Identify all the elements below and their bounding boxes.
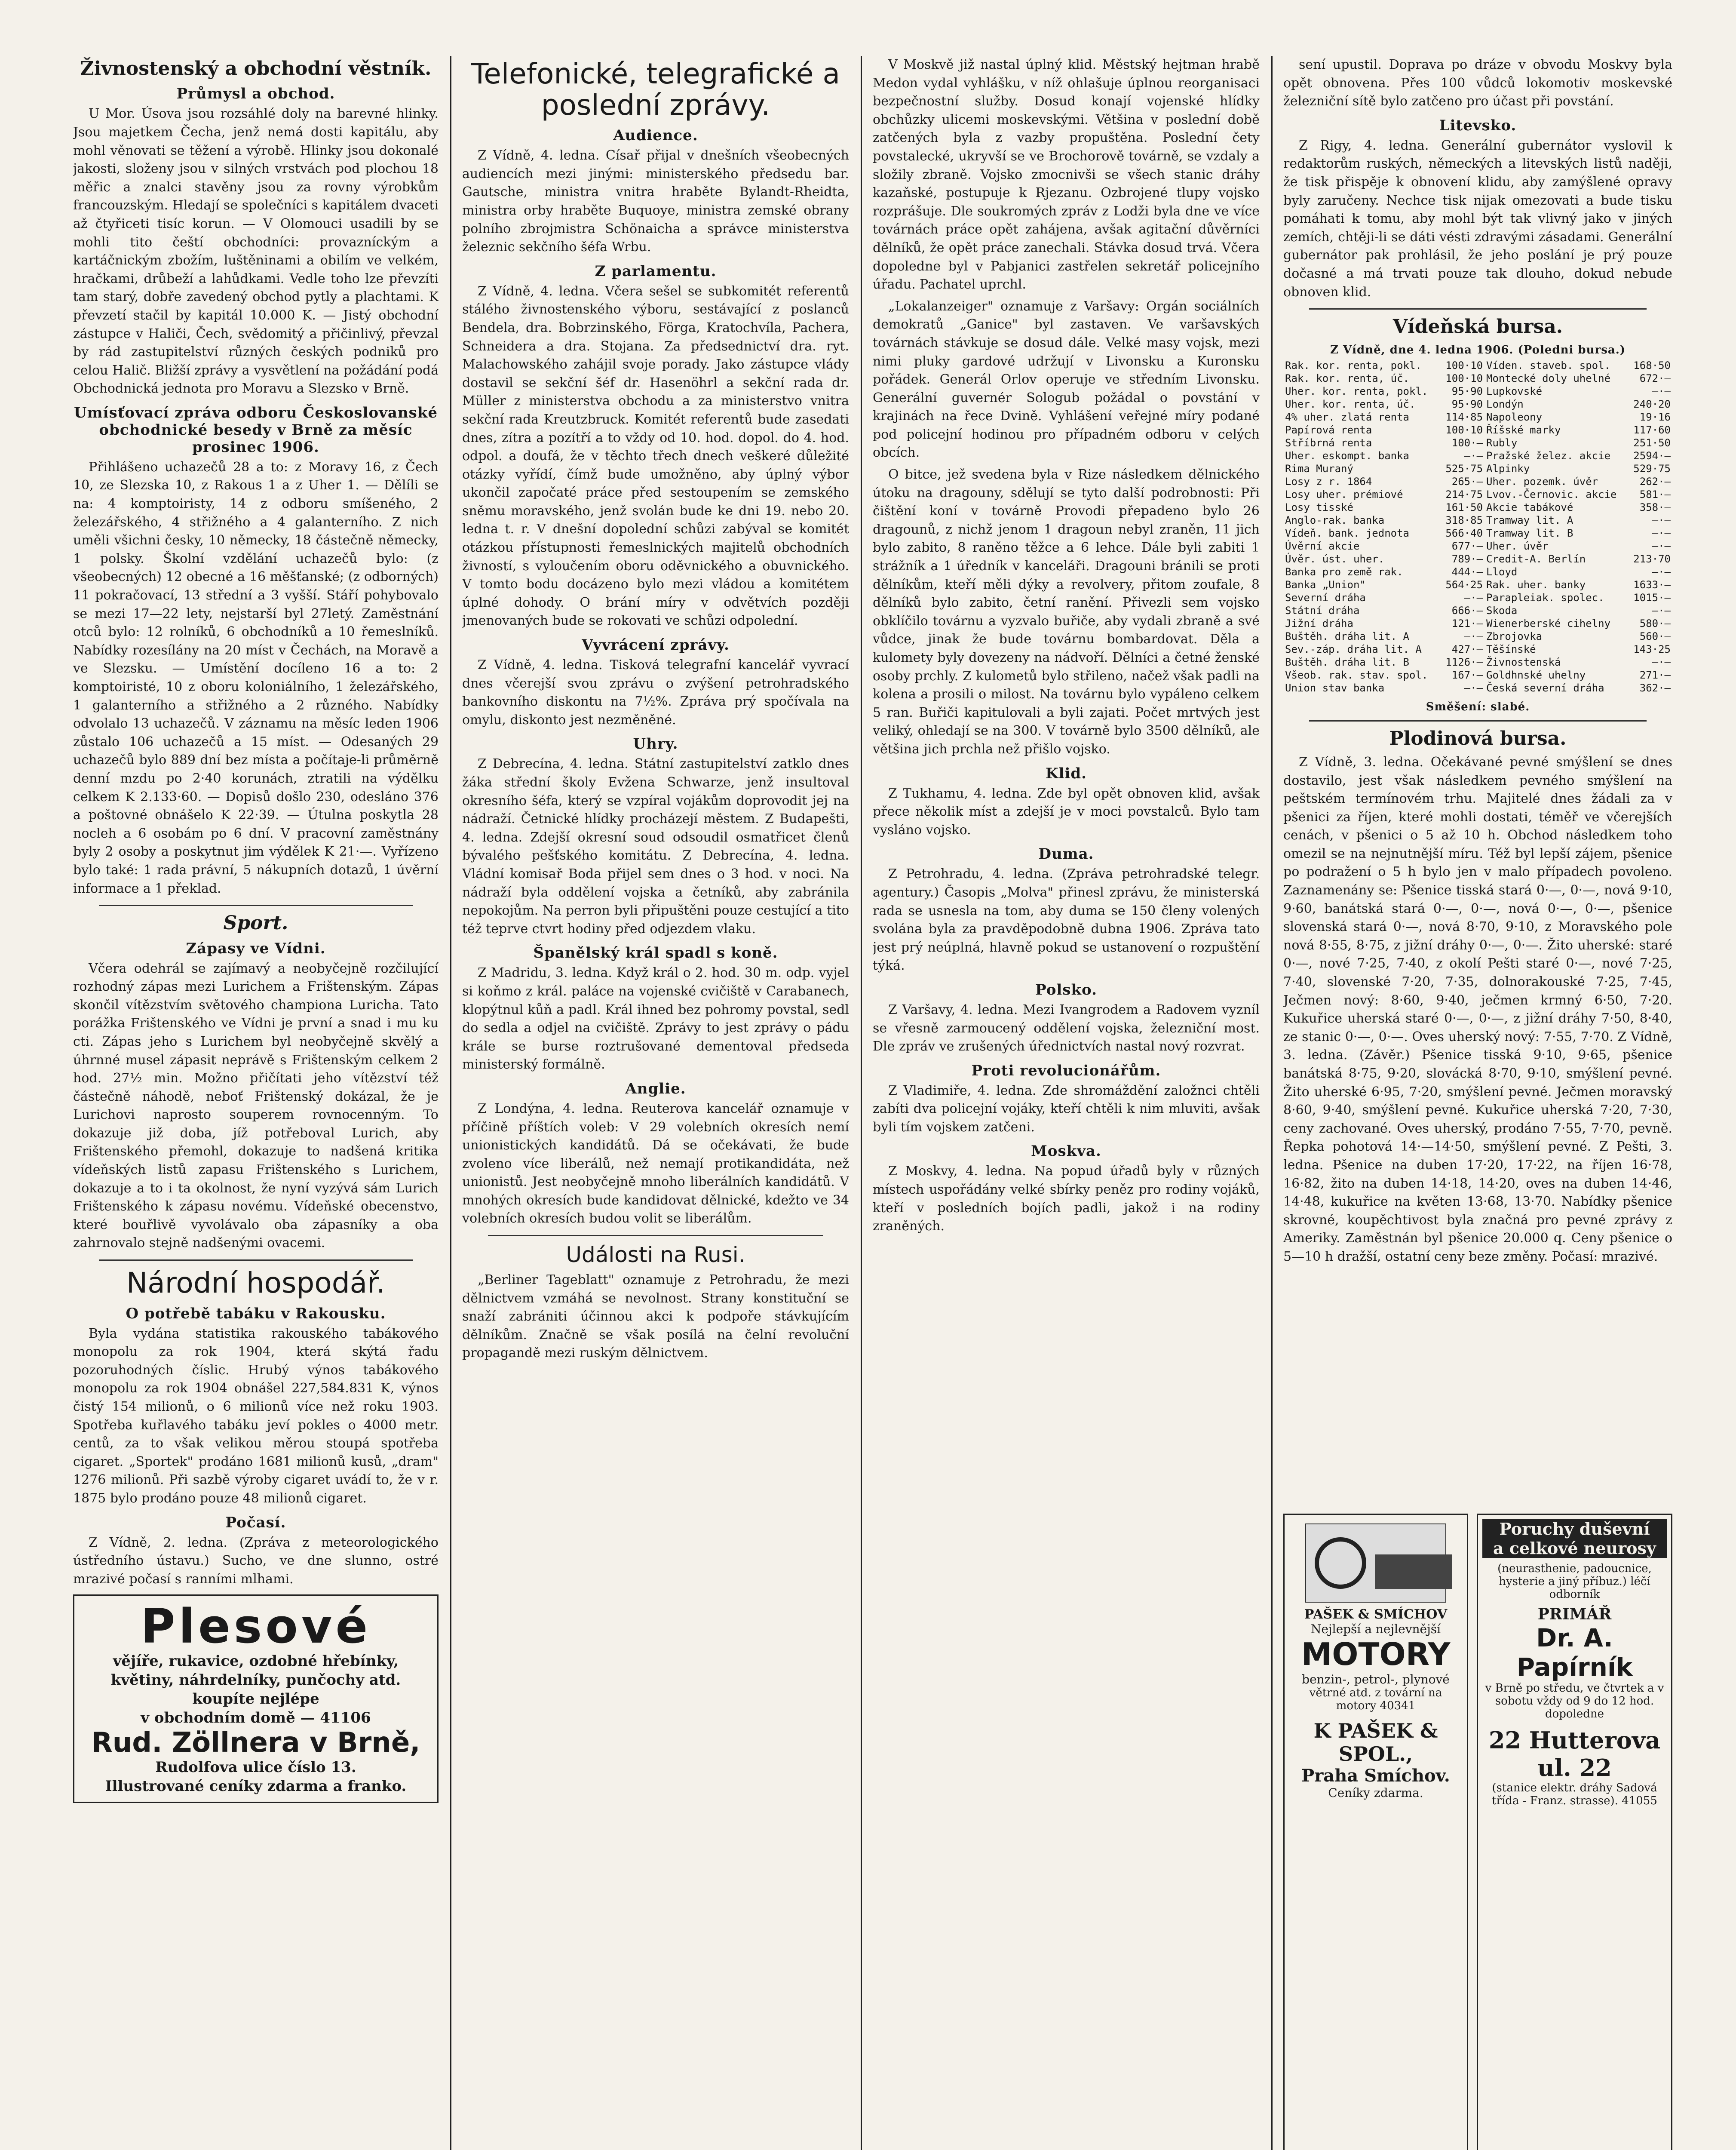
motor-illustration [1305,1523,1446,1603]
ad-line: Nejlepší a nejlevnější [1310,1622,1441,1636]
article-heading: Španělský král spadl s koně. [533,944,778,962]
bursa-security: Papírová renta [1285,424,1372,436]
bursa-row [1283,527,1672,540]
bursa-row [1283,643,1672,656]
section-heading: Události na Rusi. [566,1242,745,1268]
bursa-value: —·— [1652,527,1671,539]
bursa-security: Losy tisské [1285,501,1353,513]
bursa-value: 213·70 [1633,553,1671,565]
bursa-value: —·— [1464,682,1483,694]
ad-city: Praha Smíchov. [1301,1766,1450,1786]
bursa-value: 564·25 [1445,578,1483,591]
bursa-security: Uher. úvěr [1486,540,1549,552]
section-heading: Národní hospodář. [126,1266,386,1300]
bursa-security: Rak. kor. renta, úč. [1285,372,1409,384]
ad-items: vějíře, rukavice, ozdobné hřebínky, květiny, náhrdelníky, punčochy atd. [110,1652,401,1689]
article-text: Z Londýna, 4. ledna. Reuterova kancelář oznamuje v příčině příštích voleb: V 29 volebních okresích nemí unionistických kandidátů. Dá se očekávati, že bude zvoleno více liberálů, než nemají protikandidáta, než unionistů. Jest neobyčejně mnoho liberálních kandidátů. V mnohých okresích bude kandidovat dělnické, kdežto ve 34 volebních okresích budou volit se liberálům. [462,1101,849,1226]
bursa-security: Živnostenská [1486,656,1561,668]
ad-brand: PAŠEK & SMÍCHOV [1304,1607,1448,1622]
article-heading: Počasí. [225,1514,286,1531]
article-text: Z Vídně, 4. ledna. Tisková telegrafní kancelář vyvrací dnes včerejší svou zprávu o zvýšení petrohradského bankovního diskontu na 7½%. Zpráva prý spočívala na omylu, diskonto jest nezměněné. [462,657,849,728]
bursa-value: 167·— [1451,669,1483,681]
article-text: O bitce, jež svedena byla v Rize následkem dělnického útoku na dragouny, sdělují se tyto další podrobnosti: Při čištění koní v továrně Provodi přepadeno bylo 26 dragounů, z nichž jenom 1 dragoun nebyl zraněn, 11 jich bylo zabito, 8 raněno těžce a 6 lehce. Dále byli zabiti 1 strážník a 1 úředník v kanceláři. Dragouni bránili se proti dělníkům, kteří měli dýky a revolvery, přitom zoufale, 8 dělníků bylo zabito, četní ranění. Přivezli sem vojsko obklíčilo továrnu a vyzvalo buřiče, aby vydali zbraně a své vůdce, jinak že bude továrnu bombardovat. Děla a kulomety byly dovezeny na nádvoří. Dělníci a četné ženské osoby prchly. Z kulometů bylo střileno, načež však padli na kolena a prosili o milost. Na továrnu bylo vypáleno celkem 5 ran. Buřiči kapitulovali a byli zajati. Počet mrtvých jest veliký, ohledají se na 300. V továrně bylo 3500 dělníků, ale většina jich prchla než přišlo vojsko. [873,467,1260,757]
bursa-value: —·— [1464,591,1483,604]
ad-title: Plesové [140,1599,371,1654]
bursa-value: 95·90 [1451,385,1483,397]
article-text: Z Petrohradu, 4. ledna. (Zpráva petrohradské telegr. agentury.) Časopis „Molva" přinesl zprávu, že ministerská rada se usnesla na tom, aby duma se 150 členy volených svolána byla za pravděpodobně dubna 1906. Zpráva tato jest prý neúplná, hlavně pokud se ustanovení o rozpuštění týká. [873,866,1260,974]
bursa-security: Rima Muraný [1285,462,1353,475]
bursa-value: 251·50 [1633,436,1671,449]
bursa-value: 240·20 [1633,398,1671,410]
ad-line: benzin-, petrol-, plynové [1302,1672,1450,1686]
article-heading: Litevsko. [1439,117,1517,134]
bursa-security: Uher. kor. renta, úč. [1285,398,1416,410]
bursa-value: 95·90 [1451,398,1483,410]
bursa-row [1283,449,1672,462]
ad-note: (stanice elektr. dráhy Sadová třída - Franz. strasse). 41055 [1492,1781,1657,1807]
bursa-security: Tramway lit. A [1486,514,1573,526]
bursa-security: Buštěh. dráha lit. B [1285,656,1409,668]
ad-line: (neurasthenie, padoucnice, hysterie a jiný příbuz.) léčí odborník [1497,1562,1652,1601]
bursa-security: Akcie tabákové [1486,501,1573,513]
bursa-value: —·— [1652,656,1671,668]
bursa-value: 214·75 [1445,488,1483,501]
bursa-security: Uher. eskompt. banka [1285,449,1409,462]
bursa-row [1283,398,1672,411]
bursa-security: Stříbrná renta [1285,436,1372,449]
bursa-security: Banka pro země rak. [1285,565,1403,578]
bursa-value: 318·85 [1445,514,1483,526]
bursa-security: Union stav banka [1285,682,1385,694]
ad-address: 22 Hutterova ul. 22 [1488,1726,1661,1781]
article-text: Z Vídně, 2. ledna. (Zpráva z meteorologického ústředního ústavu.) Sucho, ve dne slunno, ostré mrazivé počasí s ranními mlhami. [73,1535,439,1587]
bursa-row [1283,540,1672,553]
article-text: Z Vídně, 4. ledna. Císař přijal v dnešních všeobecných audiencích mezi jinými: ministerského předsedu bar. Gautsche, ministra vnitra hraběte Bylandt-Rheidta, ministra orby hraběte Buquoye, ministra zemské obrany polního zbrojmistra Schönaicha a správce ministerstva železnic sekčního šéfa Wrbu. [462,148,849,255]
bursa-security: Wienerberské cihelny [1486,617,1611,630]
bursa-row [1283,359,1672,372]
bursa-security: Rubly [1486,436,1518,449]
bursa-security: Lvov.-Černovic. akcie [1486,488,1617,501]
bursa-row [1283,372,1672,385]
bursa-security: Tramway lit. B [1486,527,1573,539]
ad-firm: Rud. Zöllnera v Brně, [91,1726,420,1759]
bursa-row [1283,565,1672,578]
bursa-security: Losy uher. prémiové [1285,488,1403,501]
bursa-security: Napoleony [1486,411,1543,423]
bursa-security: Státní dráha [1285,604,1360,617]
bursa-value: 168·50 [1633,359,1671,372]
article-text: Z Debrecína, 4. ledna. Státní zastupitelství zatklo dnes žáka střední školy Evžena Schwarze, jenž insultoval okresního šéfa, který se vzpíral vojákům doprovodit jej na nádraží. Četnické hlídky procházejí městem. Z Budapešti, 4. ledna. Zdejší okresní soud odsoudil osmatřicet členů bývalého pešťského komitátu. Z Debrecína, 4. ledna. Vládní komisař Boda přijel sem dnes o 3 hod. v noci. Na nádraží byla oddělení vojska a četníků, aby zabránila nepokojům. Na perron byli připuštěni pouze cestující a tito též teprve ctvrt hodiny před odjezdem vlaku. [462,756,849,937]
bursa-security: Úvěr. úst. uher. [1285,553,1385,565]
ad-line: větrné atd. z tovární na motory 40341 [1309,1686,1442,1712]
bursa-row [1283,630,1672,643]
bursa-row [1283,669,1672,682]
bursa-security: Severní dráha [1285,591,1366,604]
ad-address: Rudolfova ulice číslo 13. [155,1758,356,1776]
bursa-value: 100·10 [1445,359,1483,372]
ad-firm: K PAŠEK & SPOL., [1313,1719,1438,1766]
bursa-security: Rak. kor. renta, pokl. [1285,359,1422,372]
bursa-value: 271·— [1639,669,1671,681]
bursa-security: Zbrojovka [1486,630,1543,642]
bursa-value: 789·— [1451,553,1483,565]
article-text: sení upustil. Doprava po dráze v obvodu Moskvy byla opět obnovena. Přes 100 vůdců lokomotiv moskevské železniční sítě bylo zatčeno pro účast při povstání. [1283,57,1672,109]
divider [488,1235,823,1236]
bursa-row [1283,501,1672,514]
article-heading: O potřebě tabáku v Rakousku. [126,1305,386,1322]
article-text: Z Moskvy, 4. ledna. Na popud úřadů byly v různých místech uspořádány velké sbírky peněz pro rodiny vojáků, kteří v posledních bojích padli, jakož i na rodiny zraněných. [873,1164,1260,1234]
bursa-row [1283,514,1672,527]
bursa-security: Uher. pozemk. úvěr [1486,475,1598,488]
article-text: Z Rigy, 4. ledna. Generální gubernátor vyslovil k redaktorům ruských, německých a litevských listů naději, že tisk přispěje k obnovení klidu, aby zamýšlené opravy byly zaručeny. Nechce tisk nijak omezovati a bude tisku pomáhati k tomu, aby mohl být tak vlivný jako v jiných zemích, chtěji-li se dáti vésti zdravými zásadami. Generální gubernátor pak prohlásil, že jeho poslání je prý pouze dočasné a má trvati pouze tak dlouho, dokud nebude obnoven klid. [1283,138,1672,300]
engine-icon [1375,1554,1452,1589]
bursa-security: Montecké doly uhelné [1486,372,1611,384]
bursa-security: Londýn [1486,398,1524,410]
article-text: „Berliner Tageblatt" oznamuje z Petrohradu, že mezi dělnictvem vzmáhá se nevolnost. Strany konstituční se snaží zabrániti účinnou akci k podpoře stávkujícím dělníkům. Značně se však posílá na čelní revoluční propagandě mezi ruským dělnictvem. [462,1272,849,1361]
ad-line: koupíte nejlépe [192,1690,319,1708]
divider [99,905,413,906]
bursa-security: Všeob. rak. stav. spol. [1285,669,1428,681]
bursa-value: 358·— [1639,501,1671,513]
ad-title: PRIMÁŘ [1537,1605,1612,1623]
bursa-row [1283,475,1672,488]
article-heading: Uhry. [633,735,678,753]
bursa-value: 100·— [1451,436,1483,449]
bursa-value: —·— [1652,385,1671,397]
bursa-row [1283,682,1672,694]
bursa-security: Úvěrní akcie [1285,540,1360,552]
bursa-note: Směšení: slabé. [1426,700,1530,713]
bursa-value: —·— [1464,630,1483,642]
article-heading: Audience. [613,127,698,144]
bursa-security: Těšínské [1486,643,1536,655]
bursa-row [1283,411,1672,424]
ad-line: v Brně po středu, ve čtvrtek a v sobotu vždy od 9 do 12 hod. dopoledne [1485,1682,1664,1720]
bursa-value: 666·— [1451,604,1483,617]
section-heading: Vídeňská bursa. [1392,316,1563,338]
article-heading: Umísťovací zpráva odboru Českoslovanské obchodnické besedy v Brně za měsíc prosinec 1906. [74,404,438,456]
bursa-value: 262·— [1639,475,1671,488]
article-heading: Vyvrácení zprávy. [582,636,730,654]
bursa-security: Skoda [1486,604,1518,617]
bursa-table [1283,359,1672,694]
section-heading: Sport. [223,912,288,934]
column-3 [873,56,1260,2150]
bursa-value: 677·— [1451,540,1483,552]
bursa-row [1283,424,1672,436]
bursa-security: Credit-A. Berlín [1486,553,1586,565]
article-heading: Moskva. [1031,1143,1101,1160]
bursa-value: 525·75 [1445,462,1483,475]
article-text: Byla vydána statistika rakouského tabákového monopolu za rok 1904, která skýtá řadu pozoruhodných číslic. Hrubý výnos tabákového monopolu za rok 1904 obnášel 227,584.831 K, výnos čistý 154 milionů, o 6 milionů více než roku 1903. Spotřeba kuřlavého tabáku jeví pokles o 4000 metr. centů, za to však velikou měrou stoupá spotřeba cigaret. „Sportek" prodáno 1681 milionů kusů, „dram" 1276 milionů. Při sazbě výroby cigaret uvádí to, že v r. 1875 bylo prodáno pouze 48 milionů cigaret. [73,1326,439,1506]
article-text: V Moskvě již nastal úplný klid. Městský hejtman hrabě Medon vydal vyhlášku, v níž ohlašuje úplnou reorganisaci bezpečnostní služby. Dosud konají vojenské hlídky obchůzky ulicemi moskevskými. Většina v poslední době zatčených byla z vazby propuštěna. Poslední čety povstalecké, ukryvší se ve Brochorově továrně, se vzdaly a složily zbraně. Vojsko zmocnivši se všech stanic dráhy kazaňské, postupuje k Rjezanu. Ozbrojené tlupy vojsko rozprášuje. Dle soukromých zpráv z Lodži byla dne ve více továrnách práce opět zahájena, avšak agitační důvěrníci dělníků, že opět práce zanechali. Stávka dosud trvá. Včera dopoledne byl v Pabjanici zastřelen sekretář policejního úřadu. Pachatel uprchl. [873,57,1260,292]
column-rule [450,56,451,2150]
section-heading: Plodinová bursa. [1389,727,1567,749]
article-text: Z Varšavy, 4. ledna. Mezi Ivangrodem a Radovem vyzníl se vřesně zarmoucený oddělení vojska, železniční most. Dle zpráv ve zrušených úřednictvích nastal nový rozvrat. [873,1002,1260,1054]
bursa-value: 121·— [1451,617,1483,630]
article-heading: Průmysl a obchod. [176,85,335,103]
bursa-value: 1126·— [1445,656,1483,668]
bursa-security: Goldhnské uhelny [1486,669,1586,681]
bursa-row [1283,488,1672,501]
article-heading: Proti revolucionářům. [971,1062,1161,1079]
article-heading: Zápasy ve Vídni. [186,940,326,957]
article-text: U Mor. Úsova jsou rozsáhlé doly na barevné hlinky. Jsou majetkem Čecha, jenž nemá dosti kapitálu, aby mohl věnovati se těžení a výrobě. Hlinky jsou dokonalé jakosti, složeny jsou v silných vrstvách pod plochou 18 měřic a znalci stavěny jsou za rovny výrobkům francouzským. Hledají se společníci s kapitálem dvaceti až čtyřiceti tisíc korun. — V Olomouci usadili by se mohli tito čeští obchodníci: provazníckým a kartáčnickým zbožím, luštěninami a obilím ve velkém, hračkami, drůbeží a lahůdkami. Vedle toho lze převzíti tam starý, dobře zavedený obchod pytly a plachtami. K převzetí stačil by kapitál 10.000 K. — Jistý obchodní zástupce v Haliči, Čech, svědomitý a přičinlivý, převzal by rád zastupitelství různých českých podniků pro celou Halič. Bližší zprávy a vysvětlení na požádání podá Obchodnická jednota pro Moravu a Slezsko v Brně. [73,106,439,396]
article-text: Z Madridu, 3. ledna. Když král o 2. hod. 30 m. odp. vyjel si koňmo z král. paláce na vojenské cvičiště v Carabanech, klopýtnul kůň a padl. Král ihned bez pohromy povstal, sedl do sedla a odjel na cvičiště. Zprávy to jest zprávy o pádu krále se burse roztrušované dementoval předseda ministerský formálně. [462,965,849,1072]
article-text: Přihlášeno uchazečů 28 a to: z Moravy 16, z Čech 10, ze Slezska 10, z Rakous 1 a z Uher 1. — Dělíli se na: 4 komptoiristy, 14 z odboru smíšeného, 2 železářského, 4 střižného a 4 galanterního. Z nich uměli všichni česky, 10 německy, 18 částečně německy, 1 polsky. Školní vzdělání uchazečů bylo: (z všeobecných) 12 obecné a 16 měšťanské; (z odborných) 11 pokračovací, 13 střední a 3 vyšší. Stáří pohybovalo se mezi 17—22 lety, nejstarší byl 27letý. Zaměstnání otců bylo: 12 rolníků, 6 obchodníků a 10 řemeslníků. Nabídky rozesílány na 20 míst v Čechách, na Moravě a ve Slezsku. — Umístění docíleno 16 a to: 2 komptoiristé, 10 z oboru koloniálního, 1 železářského, 1 galanterního a střižného a 2 různého. Nabídky odvolalo 13 uchazečů. V záznamu na měsíc leden 1906 zůstalo 106 uchazečů a 15 míst. — Odesaných 29 uchazečů bylo 889 dní bez místa a počítaje-li průměrně denní mzdu po 2·40 korunách, ztratili na výdělku celkem K 2.133·60. — Dopisů došlo 230, odesláno 376 a poštovné obnášelo K 22·39. — Útulna poskytla 28 nocleh a 6 osobám po 6 dní. V pracovní zaměstnány byly 2 osoby a poskytnut jim výdělek K 21·—. Vyřízeno bylo také: 1 rada právní, 5 nákupních dotazů, 1 úvěrní informace a 1 překlad. [73,459,439,896]
bursa-row [1283,462,1672,475]
ad-code: v obchodním domě — 41106 [141,1709,371,1727]
bursa-security: Pražské želez. akcie [1486,449,1611,462]
ad-line: a celkové neurosy [1482,1539,1667,1558]
article-heading: Polsko. [1035,981,1097,998]
bursa-value: 427·— [1451,643,1483,655]
bursa-security: Říšské marky [1486,424,1561,436]
bursa-value: 1015·— [1633,591,1671,604]
bursa-row [1283,591,1672,604]
doctor-advertisement [1477,1514,1672,2150]
column-2 [462,56,849,2150]
bursa-security: Alpinky [1486,462,1530,475]
bursa-value: 114·85 [1445,411,1483,423]
bursa-value: 100·10 [1445,424,1483,436]
bursa-security: Rak. uher. banky [1486,578,1586,591]
bursa-value: 1633·— [1633,578,1671,591]
bursa-security: Uher. kor. renta, pokl. [1285,385,1428,397]
bursa-security: Anglo-rak. banka [1285,514,1385,526]
bursa-security: Losy z r. 1864 [1285,475,1372,488]
column-1 [73,56,439,2150]
ad-note: Illustrované ceníky zdarma a franko. [105,1778,407,1795]
bursa-date: Z Vídně, dne 4. ledna 1906. (Poledni bursa.) [1330,343,1626,356]
bursa-security: Lloyd [1486,565,1518,578]
bursa-row [1283,436,1672,449]
bursa-row [1283,578,1672,591]
bursa-value: —·— [1652,540,1671,552]
motor-advertisement [1283,1514,1468,2150]
bursa-security: Vídeň. bank. jednota [1285,527,1409,539]
bursa-security: Buštěh. dráha lit. A [1285,630,1409,642]
article-heading: Z parlamentu. [595,262,717,280]
ad-name: Dr. A. Papírník [1516,1623,1633,1682]
column-rule [861,56,862,2150]
bursa-security: Víden. staveb. spol. [1486,359,1611,372]
ad-note: Ceníky zdarma. [1328,1786,1423,1800]
divider [1309,308,1647,310]
bursa-value: 362·— [1639,682,1671,694]
section-heading: Telefonické, telegrafické a poslední zprávy. [471,57,840,122]
article-text: Z Vídně, 3. ledna. Očekávané pevné smýšlení se dnes dostavilo, jest však následkem pevného smýšlení na peštském termínovém trhu. Majitelé dnes žádali za v pšenici za říjen, které mohli dostati, téměř ve včerejších cenách, v pšenici o 5 až 10 h. Obchod následkem toho omezil se na nejnutnější míru. Též byl lepší zájem, pšenice po podražení o 5 h bylo jen v malo případech povoleno. Zaznamenány se: Pšenice tisská stará 0·—, 0·—, nová 9·10, 9·60, banátská stará 0·—, 0·—, nová 0·—, 0·—, pšenice slovenská stará 0·—, nová 8·70, 9·10, z Moravského pole nová 8·55, 8·75, z jižní dráhy 0·—, 0·—. Žito uherské: staré 0·—, nové 7·25, 7·40, z okolí Pešti staré 0·—, nové 7·25, 7·40, slovenské 7·20, 7·35, dolnorakouské 7·25, 7·45, Ječmen nový: 8·60, 9·40, ječmen krmný 6·50, 7·20. Kukuřice uherská staré 0·—, 0·—, z jižní dráhy 7·50, 8·40, ze stanic 0·—, 0·—. Oves uherský nový: 7·55, 7·70. Z Vídně, 3. ledna. (Závěr.) Pšenice tisská 9·10, 9·65, pšenice banátská 8·75, 9·20, slovácká 8·70, 9·10, smýšlení pevné. Žito uherské 6·95, 7·20, smýšlení pevné. Ječmen moravský 8·60, 9·40, smýšlení pevné. Kukuřice uherská 7·20, 7·30, ceny zachované. Oves uherský, prodáno 7·55, 7·70, pevně. Řepka pohotová 14·—14·50, smýšlení pevné. Z Pešti, 3. ledna. Pšenice na duben 17·20, 17·22, na říjen 16·78, 16·82, žito na duben 14·18, 14·20, oves na duben 14·46, 14·48, kukuřice na květen 13·68, 13·70. Nabídky pšenice skrovné, koupěchtivost byla značná pro pevné zprávy z Ameriky. Zaměstnán byl pšenice 20.000 q. Ceny pšenice o 5—10 h dražší, ostatní ceny beze změny. Počasí: mrazivé. [1283,754,1672,1264]
bursa-value: 117·60 [1633,424,1671,436]
bursa-security: Lupkovské [1486,385,1543,397]
article-heading: Anglie. [625,1080,686,1097]
bursa-row [1283,656,1672,669]
bursa-value: 566·40 [1445,527,1483,539]
bursa-security: Jižní dráha [1285,617,1353,630]
section-heading: Živnostenský a obchodní věstník. [80,58,432,80]
bursa-security: 4% uher. zlatá renta [1285,411,1409,423]
bursa-security: Sev.-záp. dráha lit. A [1285,643,1422,655]
article-text: Z Vídně, 4. ledna. Včera sešel se subkomitét referentů stálého živnostenského výboru, sestávající z poslanců Bendela, dra. Bobrzinského, Förga, Kratochvíla, Pachera, Schneidera a dra. Stojana. Za předsednictví dra. ryt. Malachowského zahájil svoje porady. Jako zástupce vlády dostavil se sekční šéf dr. Hasenöhrl a sekční rada dr. Müller z ministerstva obchodu a za ministerstvo vnitra sekční rada Kreutzbruck. Komitét referentů bude zasedati dnes, zítra a pozítří a to vždy od 10. hod. dopol. do 4. hod. odpol. a doufá, že v těchto třech dnech veškeré důležité otázky vyřídí, čímž bude umožněno, aby úplný výbor ukončil započaté práce před sestoupením se zemského sněmu moravského, jenž svolán bude ke dni 19. nebo 20. ledna t. r. V dnešní dopolední schůzi zabýval se komitét otázkou přístupnosti řemeslnických majitelů obchodních živností, s vyloučením oboru oděvnického a obuvnického. V tomto bodu docázeno bylo mezi vládou a komitétem úplné dohody. O brání míry v odvětvích později jmenovaných bude se rokovati ve schůzi odpolední. [462,283,849,629]
bursa-value: 265·— [1451,475,1483,488]
bursa-security: Česká severní dráha [1486,682,1604,694]
bursa-value: —·— [1652,565,1671,578]
bursa-value: 2594·— [1633,449,1671,462]
bursa-security: Parapleiak. spolec. [1486,591,1604,604]
article-text: Z Vladimiře, 4. ledna. Zde shromáždění založnci chtěli zabíti dva policejní vojáky, kteří chtěli k nim mluviti, avšak byli tím vojskem zatčeni. [873,1083,1260,1135]
bursa-security: Banka „Union" [1285,578,1366,591]
ad-title: MOTORY [1301,1636,1451,1672]
bursa-value: 560·— [1639,630,1671,642]
column-rule [1271,56,1273,2150]
bursa-row [1283,385,1672,398]
article-heading: Duma. [1038,845,1094,863]
article-text: Včera odehrál se zajímavý a neobyčejně rozčilující rozhodný zápas mezi Lurichem a Frištenským. Zápas skončil vítězstvím světového championa Luricha. Tato porážka Frištenského ve Vídni je první a snad i mu ku cti. Zápas jeho s Lurichem byl neobyčejně skvělý a úhrnné musel zápasit neprávě s Frištenským celkem 2 hod. 27½ min. Možno přičítati jeho vítězství též částečně náhodě, neboť Frištenský dokázal, že je Lurichovi naprosto souperem rovnocenným. To dokazuje již doba, jíž potřeboval Lurich, aby Frištenského přemohl, dokazuje to nadšená kritika vídeňských listů zapasu Frištenského s Lurichem, dokazuje a to i ta okolnost, že nyní vyzývá sám Lurich Frištenského k zápasu novému. Vídeňské obecenstvo, které bouřlivě vyvolávalo oba zápasníky a oba zahrnovalo stejně nadšenými ovacemi. [73,961,439,1251]
bursa-value: —·— [1464,449,1483,462]
bursa-value: 444·— [1451,565,1483,578]
bursa-value: 161·50 [1445,501,1483,513]
flywheel-icon [1315,1537,1366,1589]
ad-line: Poruchy duševní [1482,1519,1667,1539]
bursa-value: 580·— [1639,617,1671,630]
bursa-value: 529·75 [1633,462,1671,475]
article-text: „Lokalanzeiger" oznamuje z Varšavy: Orgán sociálních demokratů „Ganice" byl zastaven. Ve varšavských továrnách stávkuje se dosud dále. Velké masy vojsk, mezi nimi pluky gardové udržují v Livonsku a Kuronsku pořádek. Generál Orlov operuje ve středním Livonsku. Generální guvernér Sologub požádal o povstání v krajinách na řece Dvině. Vyhlášení veřejné míry podané pod policejní hodinou pro případném odboru v celých obcích. [873,298,1260,461]
advertisement [73,1594,439,1803]
newspaper-page [73,56,1672,2150]
bursa-row [1283,553,1672,565]
bursa-value: 143·25 [1633,643,1671,655]
divider [1309,720,1647,722]
bursa-row [1283,617,1672,630]
article-heading: Klid. [1046,765,1087,782]
bursa-value: —·— [1652,604,1671,617]
divider [99,1259,413,1261]
article-text: Z Tukhamu, 4. ledna. Zde byl opět obnoven klid, avšak přece několik míst a zdejší je v moci povstalců. Bylo tam vysláno vojsko. [873,786,1260,838]
bursa-value: 19·16 [1639,411,1671,423]
bursa-value: 672·— [1639,372,1671,384]
bursa-value: 100·10 [1445,372,1483,384]
bursa-value: 581·— [1639,488,1671,501]
bursa-row [1283,604,1672,617]
bursa-value: —·— [1652,514,1671,526]
